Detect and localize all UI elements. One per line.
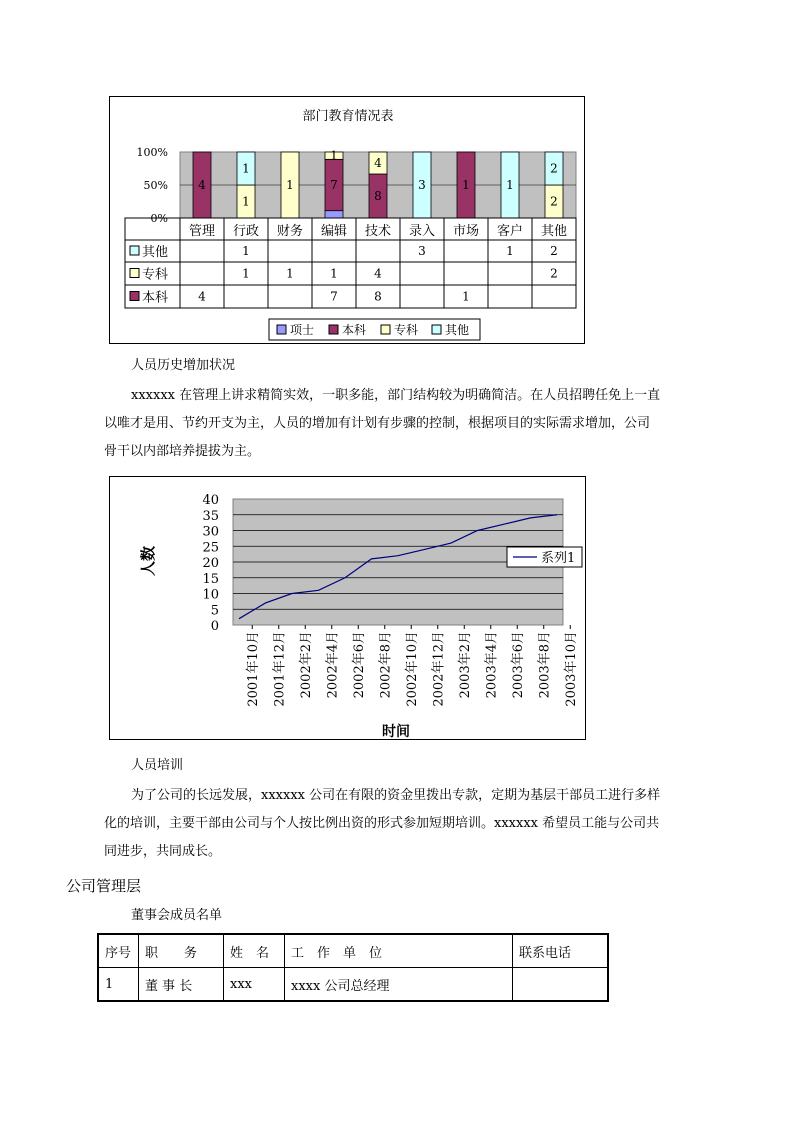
section-title-history: 人员历史增加状况 (131, 358, 236, 373)
header-cell: 序号 (98, 934, 139, 968)
table-cell-value: 1 (462, 289, 470, 304)
y-tick-label: 30 (202, 524, 219, 540)
data-label: 4 (374, 156, 382, 170)
x-tick-label: 2002年8月 (378, 631, 394, 699)
y-tick-label: 0 (210, 619, 219, 634)
y-tick-label: 10 (202, 587, 219, 603)
row-swatch (130, 269, 139, 278)
y-tick-label: 20 (202, 556, 219, 571)
table-cell: 1 (98, 968, 139, 1002)
data-table (125, 218, 576, 308)
data-label: 7 (330, 178, 338, 192)
header-cell: 工 作 单 位 (285, 934, 513, 968)
section-heading: 公司管理层 (66, 877, 142, 895)
paragraph-line: 化的培训，主要干部由公司与个人按比例出资的形式参加短期培训。xxxxxx 希望员工能与公司共 (104, 816, 660, 831)
category-label: 录入 (408, 224, 436, 239)
row-swatch (130, 292, 139, 301)
legend-label: 其他 (445, 323, 470, 337)
row-label: 专科 (142, 267, 169, 283)
data-label: 1 (242, 194, 250, 209)
table-cell-value: 1 (330, 266, 338, 281)
y-tick-label: 40 (202, 493, 219, 508)
y-tick-label: 15 (202, 571, 219, 587)
table-cell-value: 1 (506, 244, 514, 258)
y-tick-label: 50% (143, 179, 168, 192)
legend-swatch (432, 325, 441, 334)
table-cell-value: 4 (374, 266, 382, 281)
category-label: 编辑 (320, 224, 348, 239)
table-cell-value: 1 (242, 244, 250, 258)
table-cell-value: 3 (418, 244, 426, 258)
category-label: 其他 (540, 224, 568, 239)
table-cell: xxx (224, 968, 285, 1002)
table-row (98, 968, 608, 1002)
y-tick-label: 100% (136, 146, 168, 159)
data-label: 8 (374, 189, 382, 203)
table-cell: 董 事 长 (139, 968, 224, 1002)
row-label: 其他 (142, 245, 169, 260)
x-tick-label: 2002年2月 (299, 631, 314, 699)
x-tick-label: 2003年10月 (564, 631, 579, 707)
table-cell (513, 968, 609, 1002)
legend-label: 专科 (394, 323, 419, 337)
data-label: 1 (462, 178, 470, 192)
paragraph-line: xxxxxx 在管理上讲求精简实效，一职多能，部门结构较为明确简洁。在人员招聘任免上一直 (131, 388, 661, 403)
table-cell-value: 2 (550, 244, 558, 258)
table-cell-value: 2 (550, 266, 558, 281)
data-label: 1 (330, 148, 338, 163)
paragraph-line: 骨干以内部培养提拔为主。 (104, 444, 261, 459)
legend-label: 系列1 (541, 551, 576, 566)
table-header-row (98, 934, 608, 968)
y-tick-label: 0% (150, 212, 168, 225)
bar-layer (193, 149, 563, 218)
category-label: 技术 (364, 224, 392, 239)
table-cell-value: 8 (374, 289, 382, 304)
section-title-training: 人员培训 (131, 758, 184, 773)
education-chart (109, 96, 585, 344)
paragraph-line: 为了公司的长远发展，xxxxxx 公司在有限的资金里拨出专款，定期为基层干部员工进行多样 (131, 788, 661, 803)
bar-segment (325, 211, 343, 218)
headcount-chart (109, 476, 586, 740)
table-caption: 董事会成员名单 (131, 908, 223, 923)
x-tick-label: 2001年10月 (246, 631, 261, 707)
category-label: 财务 (276, 224, 304, 239)
x-axis-labels (245, 625, 579, 707)
category-label: 管理 (188, 224, 216, 239)
header-cell: 联系电话 (513, 934, 609, 968)
x-tick-label: 2002年12月 (431, 631, 447, 707)
paragraph-line: 同进步，共同成长。 (104, 844, 222, 859)
table-cell: xxxx 公司总经理 (285, 968, 513, 1002)
y-tick-label: 25 (202, 540, 219, 556)
x-tick-label: 2003年8月 (537, 631, 553, 699)
x-axis-title: 时间 (382, 724, 410, 740)
data-label: 1 (286, 178, 294, 192)
data-label: 1 (506, 178, 514, 192)
paragraph-line: 以唯才是用、节约开支为主，人员的增加有计划有步骤的控制，根据项目的实际需求增加，公司 (104, 416, 651, 431)
legend-swatch (329, 325, 338, 334)
x-tick-label: 2002年10月 (405, 631, 420, 707)
x-tick-label: 2003年2月 (458, 631, 473, 699)
table-cell-value: 1 (286, 266, 294, 281)
table-cell-value: 4 (198, 289, 206, 304)
category-label: 市场 (452, 224, 480, 239)
data-label: 4 (198, 178, 206, 192)
x-tick-label: 2002年6月 (352, 631, 367, 699)
y-tick-label: 5 (210, 603, 219, 619)
table-cell-value: 1 (242, 266, 250, 281)
education-chart-title: 部门教育情况表 (302, 109, 394, 124)
table-cell-value: 7 (330, 289, 338, 304)
legend-swatch (381, 325, 390, 334)
header-cell: 职 务 (139, 934, 224, 968)
headcount-chart-svg (110, 477, 587, 741)
x-tick-label: 2001年12月 (272, 631, 288, 707)
legend-label: 本科 (342, 323, 367, 337)
category-label: 行政 (232, 224, 260, 239)
header-cell: 姓 名 (224, 934, 285, 968)
x-tick-label: 2003年4月 (484, 631, 500, 699)
data-label: 2 (550, 161, 558, 176)
legend-label: 项士 (290, 323, 315, 337)
row-label: 本科 (142, 290, 169, 306)
legend-swatch (277, 325, 286, 334)
board-members-table (97, 933, 609, 1002)
data-label: 1 (242, 161, 250, 176)
data-label: 3 (418, 178, 426, 192)
row-swatch (130, 246, 139, 255)
x-tick-label: 2002年4月 (325, 631, 341, 699)
y-axis-title: 人数 (139, 545, 157, 577)
data-label: 2 (550, 194, 558, 209)
category-label: 客户 (496, 224, 524, 239)
education-chart-svg (110, 97, 586, 345)
y-tick-label: 35 (202, 508, 219, 524)
x-tick-label: 2003年6月 (511, 631, 526, 699)
